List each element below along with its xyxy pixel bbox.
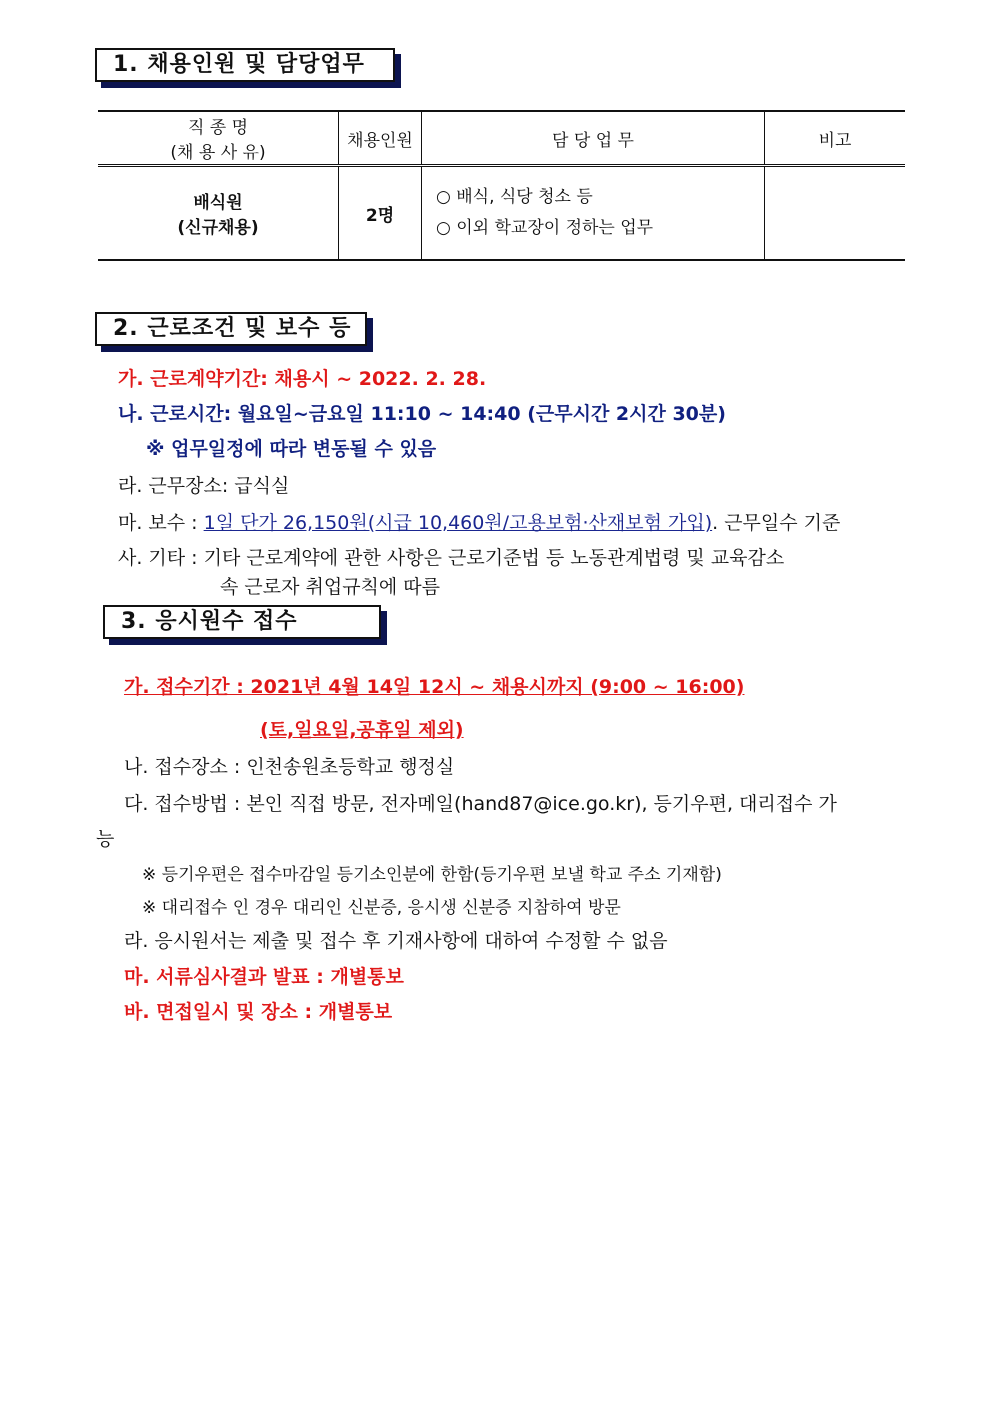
application-place: 나. 접수장소 : 인천송원초등학교 행정실 [124,756,455,778]
work-hours-note: ※ 업무일정에 따라 변동될 수 있음 [146,438,437,460]
table-row [98,166,905,261]
application-method-line1: 다. 접수방법 : 본인 직접 방문, 전자메일(hand87@ice.go.kr), 등기우편, 대리접수 가 [124,793,837,815]
interview-info: 바. 면접일시 및 장소 : 개별통보 [124,1001,393,1023]
pay-prefix: 마. 보수 : [118,512,204,534]
pay-amount: 1일 단가 26,150원(시급 10,460원/고용보험·산재보험 가입) [203,512,713,534]
proxy-note: ※ 대리접수 인 경우 대리인 신분증, 응시생 신분증 지참하여 방문 [142,898,621,918]
work-place: 라. 근무장소: 급식실 [118,475,290,497]
etc-line1: 사. 기타 : 기타 근로계약에 관한 사항은 근로기준법 등 노동관계법령 및 교육감소 [118,547,785,569]
etc-line2: 속 근로자 취업규칙에 따름 [220,576,441,598]
header-job-line2: (채 용 사 유) [170,143,266,163]
header-count: 채용인원 [339,111,422,166]
section-2-title: 2. 근로조건 및 보수 등 [95,312,367,346]
application-method-line2: 능 [96,828,115,850]
cell-job-line2: (신규채용) [177,218,259,238]
application-period-note: (토,일요일,공휴일 제외) [260,719,464,741]
pay [118,508,840,535]
contract-period: 가. 근로계약기간: 채용시 ~ 2022. 2. 28. [118,368,487,390]
table-header-row [98,111,905,166]
header-note: 비고 [765,111,906,166]
cell-note [765,166,906,261]
header-job [98,111,339,166]
cell-duty-line1: ○ 배식, 식당 청소 등 [436,187,593,207]
document-result: 마. 서류심사결과 발표 : 개별통보 [124,966,404,988]
pay-suffix: . 근무일수 기준 [712,512,841,534]
cell-job-line1: 배식원 [193,193,243,213]
no-edit-notice: 라. 응시원서는 제출 및 접수 후 기재사항에 대하여 수정할 수 없음 [124,930,668,952]
cell-job [98,166,339,261]
section-3-title: 3. 응시원수 접수 [103,605,381,639]
cell-duty-line2: ○ 이외 학교장이 정하는 업무 [436,218,654,238]
cell-count: 2명 [339,166,422,261]
application-period: 가. 접수기간 : 2021년 4월 14일 12시 ~ 채용시까지 (9:00 ~ 16:00) [124,676,745,698]
cell-duty [422,166,765,261]
hiring-table [98,110,905,261]
section-1-title: 1. 채용인원 및 담당업무 [95,48,395,82]
mail-note: ※ 등기우편은 접수마감일 등기소인분에 한함(등기우편 보낼 학교 주소 기재함) [142,865,722,885]
work-hours: 나. 근로시간: 월요일~금요일 11:10 ~ 14:40 (근무시간 2시간 30분) [118,403,726,425]
header-duty: 담 당 업 무 [422,111,765,166]
header-job-line1: 직 종 명 [187,118,249,138]
